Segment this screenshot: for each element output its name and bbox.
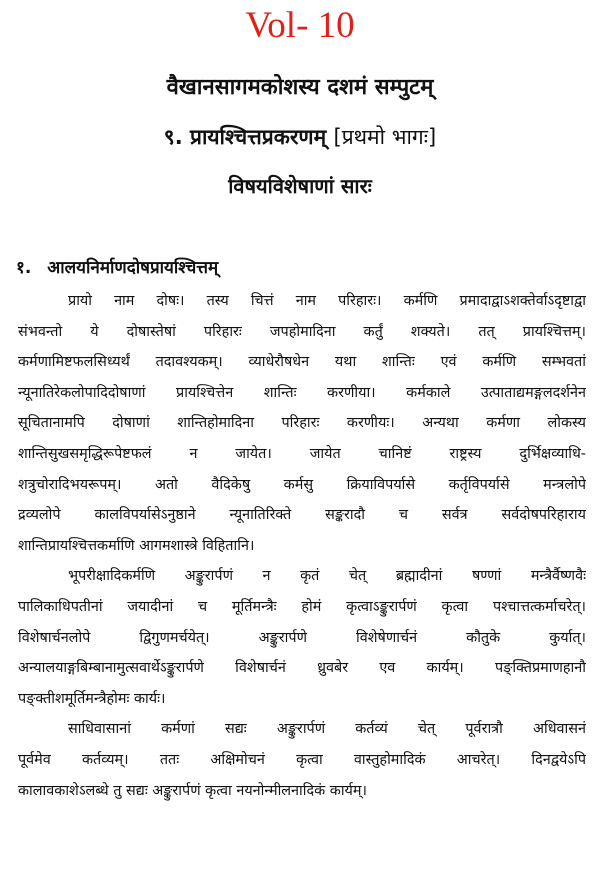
text-line: न्यूनातिरेकलोपादिदोषाणां प्रायश्चित्तेन शान्तिः करणीया। कर्मकाले उत्पाताद्यमङ्गलदर्शनेन xyxy=(18,384,586,401)
text-line: सूचितानामपि दोषाणां शान्तिहोमादिना परिहारः करणीयः। अन्यथा कर्मणा लोकस्य xyxy=(18,415,586,432)
text-line: कालावकाशेऽलब्धे तु सद्यः अङ्कुरार्पणं कृत्वा नयनोन्मीलनादिकं कार्यम्। xyxy=(18,782,367,799)
text-line: संभवन्तो ये दोषास्तेषां परिहारः जपहोमादिना कर्तुं शक्यते। तत् प्रायश्चित्तम्। xyxy=(18,323,586,340)
chapter-title: ९. प्रायश्चित्तप्रकरणम् xyxy=(163,125,327,149)
section-title: आलयनिर्माणदोषप्रायश्चित्तम् xyxy=(47,258,219,278)
text-line: पूर्वमेव कर्तव्यम्। ततः अक्षिमोचनं कृत्वा वास्तुहोमादिकं आचरेत्। दिनद्वयेऽपि xyxy=(18,751,586,768)
text-line: शत्रुचोरादिभयरूपम्। अतो वैदिकेषु कर्मसु क्रियाविपर्यासे कर्तृविपर्यासे मन्त्रलोपे xyxy=(18,476,586,493)
text-line: विशेषार्चनलोपे द्विगुणमर्चयेत्। अङ्कुरार्पणे विशेषेणार्चनं कौतुके कुर्यात्। xyxy=(18,629,586,646)
text-line: द्रव्यलोपे कालविपर्यासेऽनुष्ठाने न्यूनातिरिक्ते सङ्करादौ च सर्वत्र सर्वदोषपरिहाराय xyxy=(18,507,586,524)
chapter-heading xyxy=(0,122,600,152)
text-line: प्रायो नाम दोषः। तस्य चित्तं नाम परिहारः। कर्मणि प्रमादाद्वाऽशक्तेर्वाऽदृष्टाद्वा xyxy=(68,293,586,309)
volume-label: Vol- 10 xyxy=(245,5,355,46)
body-text xyxy=(18,286,586,806)
section-number: १. xyxy=(16,258,32,278)
text-line: शान्तिसुखसमृद्धिरूपेष्टफलं न जायेत। जायेत चानिष्टं राष्ट्रस्य दुर्भिक्षव्याधि- xyxy=(18,445,586,462)
text-line: अन्यालयाङ्गबिम्बानामुत्सवार्थेऽङ्कुरार्पणे विशेषार्चनं ध्रुवबेर एव कार्यम्। पङ्क्तिप्रमाणहानौ xyxy=(18,660,586,677)
text-line: पालिकाधिपतीनां जयादीनां च मूर्तिमन्त्रैः होमं कृत्वाऽङ्कुरार्पणं कृत्वा पश्चात्तत्कर्माचरेत्। xyxy=(18,598,586,615)
text-line: कर्मणामिष्टफलसिध्यर्थं तदावश्यकम्। व्याधेरौषधेन यथा शान्तिः एवं कर्मणि सम्भवतां xyxy=(18,354,586,371)
text-line: साधिवासानां कर्मणां सद्यः अङ्कुरार्पणं कर्तव्यं चेत् पूर्वरात्रौ अधिवासनं xyxy=(68,721,586,738)
text-line: पङ्क्तीशमूर्तिमन्त्रैहोमः कार्यः। xyxy=(18,690,166,707)
document-title: वैखानसागमकोशस्य दशमं सम्पुटम् xyxy=(166,75,434,100)
text-line: शान्तिप्रायश्चित्तकर्माणि आगमशास्त्रे विहितानि। xyxy=(18,537,255,554)
text-line: भूपरीक्षादिकर्मणि अङ्कुरार्पणं न कृतं चेत् ब्रह्मादीनां षण्णां मन्त्रैर्वैष्णवैः xyxy=(68,568,586,585)
chapter-part: [प्रथमो भागः] xyxy=(333,125,437,149)
section-heading xyxy=(16,256,218,280)
summary-heading: विषयविशेषाणां सारः xyxy=(228,174,372,198)
